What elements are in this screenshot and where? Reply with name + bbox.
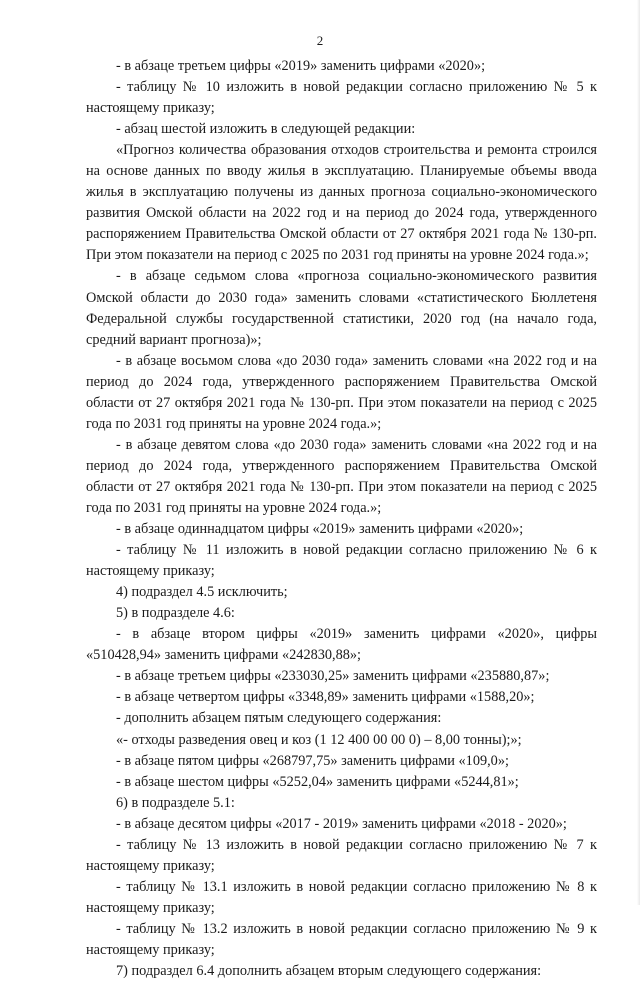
paragraph: - в абзаце одиннадцатом цифры «2019» заменить цифрами «2020»;: [116, 521, 524, 538]
numbered-item: 7) подраздел 6.4 дополнить абзацем вторым следующего содержания:: [116, 963, 542, 980]
document-body: [86, 56, 597, 982]
page-number: 2: [316, 33, 324, 48]
numbered-item: 5) в подразделе 4.6:: [116, 605, 235, 622]
numbered-item: 4) подраздел 4.5 исключить;: [116, 584, 288, 601]
paragraph: - таблицу № 13.2 изложить в новой редакции согласно приложению № 9 к настоящему приказу;: [86, 920, 597, 958]
paragraph: - дополнить абзацем пятым следующего содержания:: [116, 710, 442, 727]
paragraph: - в абзаце третьем цифры «2019» заменить цифрами «2020»;: [116, 58, 486, 74]
quoted-paragraph: «- отходы разведения овец и коз (1 12 400 00 00 0) – 8,00 тонны);»;: [116, 731, 522, 748]
paragraph: - таблицу № 13.1 изложить в новой редакции согласно приложению № 8 к настоящему приказу;: [86, 878, 597, 916]
paragraph: - в абзаце восьмом слова «до 2030 года» заменить словами «на 2022 год и на период до 2024 года, утвержденного распоряжением Правительства Омской области от 27 октября 2021 года № 130-рп. При этом показатели на период с 2025 года по 2031 год приняты на уровне 2024 года.»;: [86, 352, 597, 432]
paragraph: - в абзаце втором цифры «2019» заменить цифрами «2020», цифры «510428,94» заменить цифрами «242830,88»;: [86, 626, 597, 664]
numbered-item: 6) в подразделе 5.1:: [116, 794, 235, 811]
paragraph: - в абзаце пятом цифры «268797,75» заменить цифрами «109,0»;: [116, 752, 509, 769]
paragraph: - в абзаце девятом слова «до 2030 года» заменить словами «на 2022 год и на период до 2024 года, утвержденного распоряжением Правительства Омской области от 27 октября 2021 года № 130-рп. При этом показатели на период с 2025 года по 2031 год приняты на уровне 2024 года.»;: [86, 436, 597, 516]
paragraph: - в абзаце шестом цифры «5252,04» заменить цифрами «5244,81»;: [116, 773, 519, 790]
paragraph: - в абзаце третьем цифры «233030,25» заменить цифрами «235880,87»;: [116, 668, 550, 685]
paragraph: - в абзаце десятом цифры «2017 - 2019» заменить цифрами «2018 - 2020»;: [116, 815, 567, 832]
paragraph: - в абзаце седьмом слова «прогноза социально-экономического развития Омской области до 2030 года» заменить словами «статистического Бюллетеня Федеральной службы государственной статистики, 2020 год (на начало года, средний вариант прогноза)»;: [86, 268, 597, 348]
paragraph: - в абзаце четвертом цифры «3348,89» заменить цифрами «1588,20»;: [116, 689, 535, 706]
paragraph: - таблицу № 11 изложить в новой редакции согласно приложению № 6 к настоящему приказу;: [86, 542, 597, 580]
quoted-paragraph: «Прогноз количества образования отходов строительства и ремонта строился на основе данных по вводу жилья в эксплуатацию. Планируемые объемы ввода жилья в эксплуатацию получены из данных прогноза социально-экономического развития Омской области на 2022 год и на период до 2024 года, утвержденного распоряжением Правительства Омской области от 27 октября 2021 года № 130-рп. При этом показатели на период с 2025 по 2031 год приняты на уровне 2024 года.»;: [86, 142, 597, 264]
paragraph: - таблицу № 13 изложить в новой редакции согласно приложению № 7 к настоящему приказу;: [86, 836, 597, 874]
paragraph: - абзац шестой изложить в следующей редакции:: [116, 121, 416, 138]
paragraph: - таблицу № 10 изложить в новой редакции согласно приложению № 5 к настоящему приказу;: [86, 79, 597, 117]
